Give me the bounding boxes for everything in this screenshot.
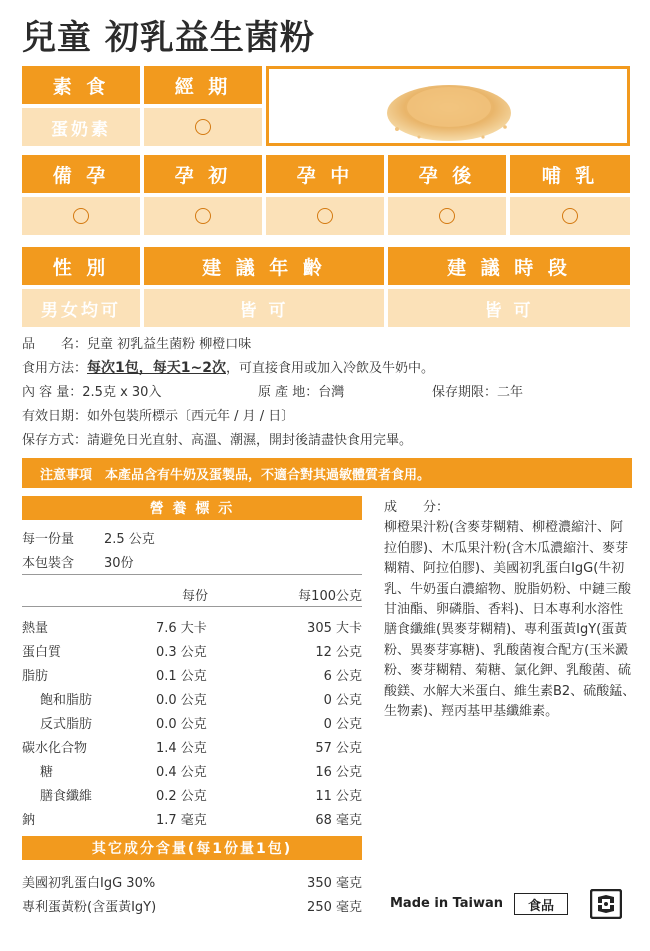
info-storage: 保存方式：請避免日光直射、高溫、潮濕，開封後請盡快食用完畢。	[22, 433, 413, 448]
diet-header-period: 經 期	[144, 66, 262, 104]
other-name: 專利蛋黃粉(含蛋黃IgY)	[22, 900, 157, 915]
food-badge: 食品	[514, 893, 568, 915]
stage-header-0: 備 孕	[22, 155, 140, 193]
stage-header-4: 哺 乳	[510, 155, 630, 193]
other-name: 美國初乳蛋白IgG 30%	[22, 876, 156, 891]
nutrient-per100: 6 公克	[323, 669, 362, 684]
audience-value-age: 皆 可	[144, 289, 384, 327]
nutrient-per: 1.4 公克	[156, 741, 207, 756]
diet-value-period	[144, 108, 262, 146]
other-header: 其它成分含量(每1份量1包)	[22, 836, 362, 860]
other-value: 350 毫克	[307, 876, 362, 891]
info-capacity: 內 容 量：2.5克 x 30入	[22, 385, 162, 400]
serving-value: 2.5 公克	[104, 532, 155, 547]
audience-header-gender: 性 別	[22, 247, 140, 285]
info-origin: 原 產 地：台灣	[258, 385, 345, 400]
nutrient-per100: 16 公克	[315, 765, 362, 780]
stage-value-1	[144, 197, 262, 235]
other-value: 250 毫克	[307, 900, 362, 915]
stage-header-1: 孕 初	[144, 155, 262, 193]
notice-banner: 注意事項 本產品含有牛奶及蛋製品，不適合對其過敏體質者食用。	[22, 458, 632, 488]
info-expiry: 有效日期：如外包裝所標示〔西元年 / 月 / 日〕	[22, 409, 295, 424]
pack-value: 30份	[104, 556, 134, 571]
circle-mark	[317, 208, 333, 224]
nutrient-name: 膳食纖維	[40, 789, 93, 804]
info-shelf-life: 保存期限：二年	[432, 385, 524, 400]
nutrient-per100: 0 公克	[323, 693, 362, 708]
info-name: 品 名：兒童 初乳益生菌粉 柳橙口味	[22, 337, 252, 352]
nutrient-per100: 57 公克	[315, 741, 362, 756]
nutrient-per: 0.1 公克	[156, 669, 207, 684]
divider	[22, 606, 362, 607]
stage-value-2	[266, 197, 384, 235]
ingredients-text: 柳橙果汁粉(含麥芽糊精、柳橙濃縮汁、阿拉伯膠)、木瓜果汁粉(含木瓜濃縮汁、麥芽糊精、阿拉伯膠)、美國初乳蛋白IgG(牛初乳、牛奶蛋白濃縮物、脫脂奶粉、中鏈三酸甘油酯、卵磷脂、香料)、日本專利水溶性膳食纖維(異麥芽糊精)、專利蛋黃IgY(蛋黃粉、異麥芽寡糖)、乳酸菌複合配方(玉米澱粉、麥芽糊精、菊糖、氯化鉀、乳酸菌、硫酸鎂、水解大米蛋白、維生素B2、硫酸錳、生物素)、羥丙基甲基纖維素。	[384, 520, 636, 720]
col-per-serving: 每份	[182, 589, 209, 604]
col-per-100g: 每100公克	[298, 589, 362, 604]
nutrient-per: 1.7 毫克	[156, 813, 207, 828]
pack-label: 本包裝含	[22, 556, 75, 571]
circle-mark	[73, 208, 89, 224]
stage-header-2: 孕 中	[266, 155, 384, 193]
circle-mark	[195, 119, 211, 135]
nutrient-per: 0.0 公克	[156, 717, 207, 732]
powder-pile-icon	[269, 69, 627, 143]
nutrient-name: 鈉	[22, 813, 36, 828]
circle-mark	[195, 208, 211, 224]
stage-value-3	[388, 197, 506, 235]
nutrient-per: 0.4 公克	[156, 765, 207, 780]
audience-value-gender: 男女均可	[22, 289, 140, 327]
diet-value-vegetarian: 蛋奶素	[22, 108, 140, 146]
ingredients	[384, 498, 636, 722]
info-usage: 食用方法：每次1包，每天1~2次，可直接食用或加入冷飲及牛奶中。	[22, 360, 434, 376]
divider	[22, 574, 362, 575]
serving-label: 每一份量	[22, 532, 75, 547]
circle-mark	[562, 208, 578, 224]
nutrient-per100: 12 公克	[315, 645, 362, 660]
nutrient-name: 碳水化合物	[22, 741, 88, 756]
stage-value-0	[22, 197, 140, 235]
nutrient-per100: 68 毫克	[315, 813, 362, 828]
nutrient-per: 0.0 公克	[156, 693, 207, 708]
stage-header-3: 孕 後	[388, 155, 506, 193]
nutrient-name: 糖	[40, 765, 54, 780]
nutrient-per: 7.6 大卡	[156, 621, 207, 636]
recycle-icon	[590, 889, 622, 919]
nutrient-per: 0.2 公克	[156, 789, 207, 804]
nutrient-name: 飽和脂肪	[40, 693, 93, 708]
ingredients-label: 成 分：	[384, 500, 450, 515]
nutrient-name: 熱量	[22, 621, 49, 636]
audience-value-time: 皆 可	[388, 289, 630, 327]
stage-value-4	[510, 197, 630, 235]
made-in-label: Made in Taiwan	[390, 896, 504, 911]
nutrient-name: 蛋白質	[22, 645, 62, 660]
nutrient-per100: 11 公克	[315, 789, 362, 804]
nutrient-per: 0.3 公克	[156, 645, 207, 660]
nutrient-per100: 305 大卡	[307, 621, 362, 636]
audience-header-time: 建 議 時 段	[388, 247, 630, 285]
audience-header-age: 建 議 年 齡	[144, 247, 384, 285]
nutrient-name: 脂肪	[22, 669, 49, 684]
nutrition-header: 營 養 標 示	[22, 496, 362, 520]
page-title: 兒童 初乳益生菌粉	[22, 18, 315, 58]
circle-mark	[439, 208, 455, 224]
nutrient-per100: 0 公克	[323, 717, 362, 732]
powder-image	[266, 66, 630, 146]
diet-header-vegetarian: 素 食	[22, 66, 140, 104]
nutrient-name: 反式脂肪	[40, 717, 93, 732]
